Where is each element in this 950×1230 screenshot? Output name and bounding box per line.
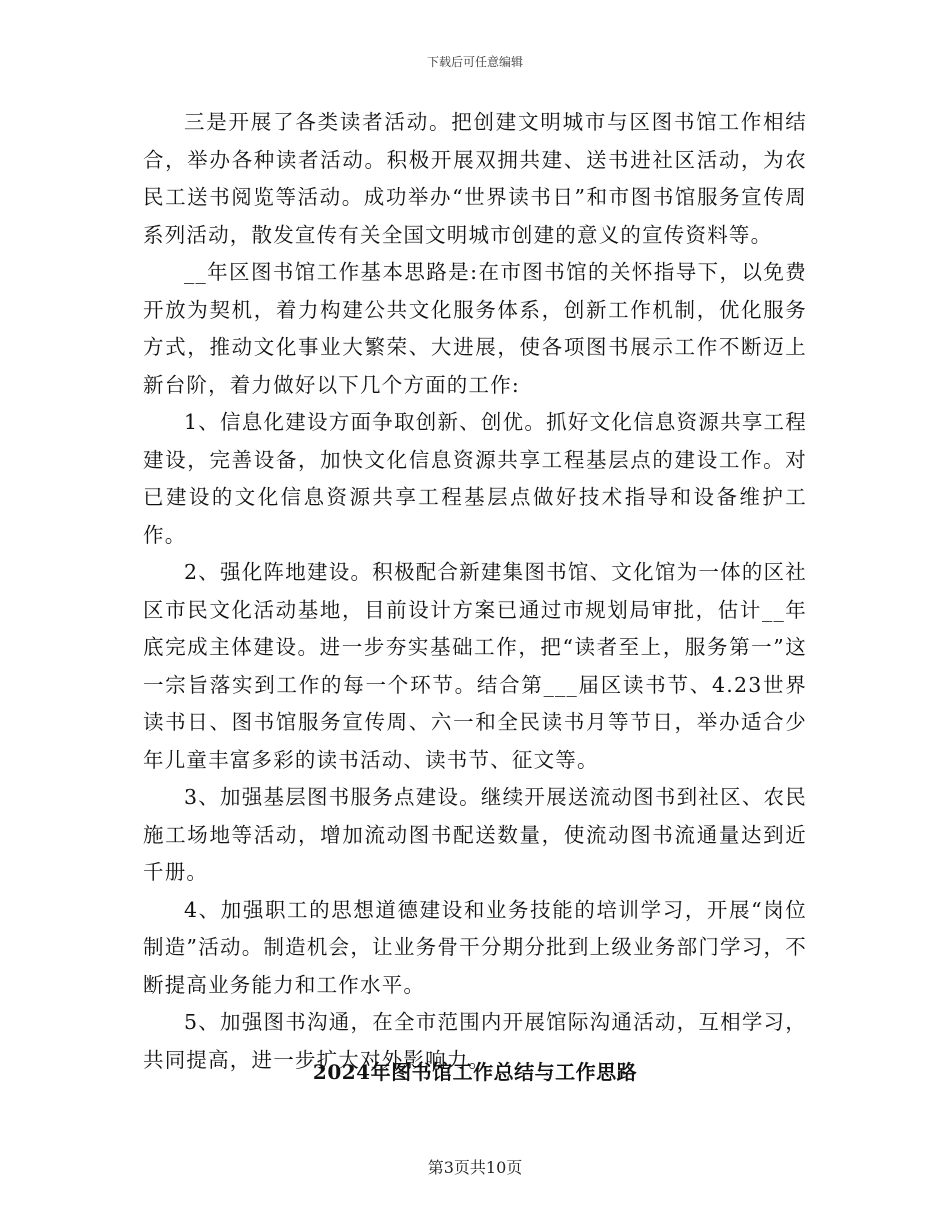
paragraph-item-2-facility-building: 2、强化阵地建设。积极配合新建集图书馆、文化馆为一体的区社区市民文化活动基地，目前设计方案已通过市规划局审批，估计__年底完成主体建设。进一步夯实基础工作，把“读者至上，服务第一”这一宗旨落实到工作的每一个环节。结合第___届区读书节、4.23世界读书日、图书馆服务宣传周、六一和全民读书月等节日，举办适合少年儿童丰富多彩的读书活动、读书节、征文等。	[143, 560, 807, 772]
paragraph-reader-activities: 三是开展了各类读者活动。把创建文明城市与区图书馆工作相结合，举办各种读者活动。积极开展双拥共建、送书进社区活动，为农民工送书阅览等活动。成功举办“世界读书日”和市图书馆服务宣传周系列活动，散发宣传有关全国文明城市创建的意义的宣传资料等。	[143, 110, 807, 247]
paragraph-work-approach: __年区图书馆工作基本思路是:在市图书馆的关怀指导下，以免费开放为契机，着力构建公共文化服务体系，创新工作机制，优化服务方式，推动文化事业大繁荣、大进展，使各项图书展示工作不断迈上新台阶，着力做好以下几个方面的工作:	[143, 260, 807, 397]
document-body	[143, 104, 807, 1079]
page-number: 第3页共10页	[427, 1158, 523, 1177]
section-title: 2024年图书馆工作总结与工作思路	[312, 1060, 638, 1084]
paragraph-item-5-communication: 5、加强图书沟通，在全市范围内开展馆际沟通活动，互相学习，共同提高，进一步扩大对外影响力。	[143, 1010, 807, 1072]
paragraph-item-4-staff-training: 4、加强职工的思想道德建设和业务技能的培训学习，开展“岗位制造”活动。制造机会，让业务骨干分期分批到上级业务部门学习，不断提高业务能力和工作水平。	[143, 897, 807, 997]
paragraph-item-3-grassroots-service: 3、加强基层图书服务点建设。继续开展送流动图书到社区、农民施工场地等活动，增加流动图书配送数量，使流动图书流通量达到近千册。	[143, 785, 807, 884]
header-note: 下载后可任意编辑	[426, 55, 523, 69]
paragraph-item-1-informatization: 1、信息化建设方面争取创新、创优。抓好文化信息资源共享工程建设，完善设备，加快文化信息资源共享工程基层点的建设工作。对已建设的文化信息资源共享工程基层点做好技术指导和设备维护工作。	[143, 410, 807, 547]
